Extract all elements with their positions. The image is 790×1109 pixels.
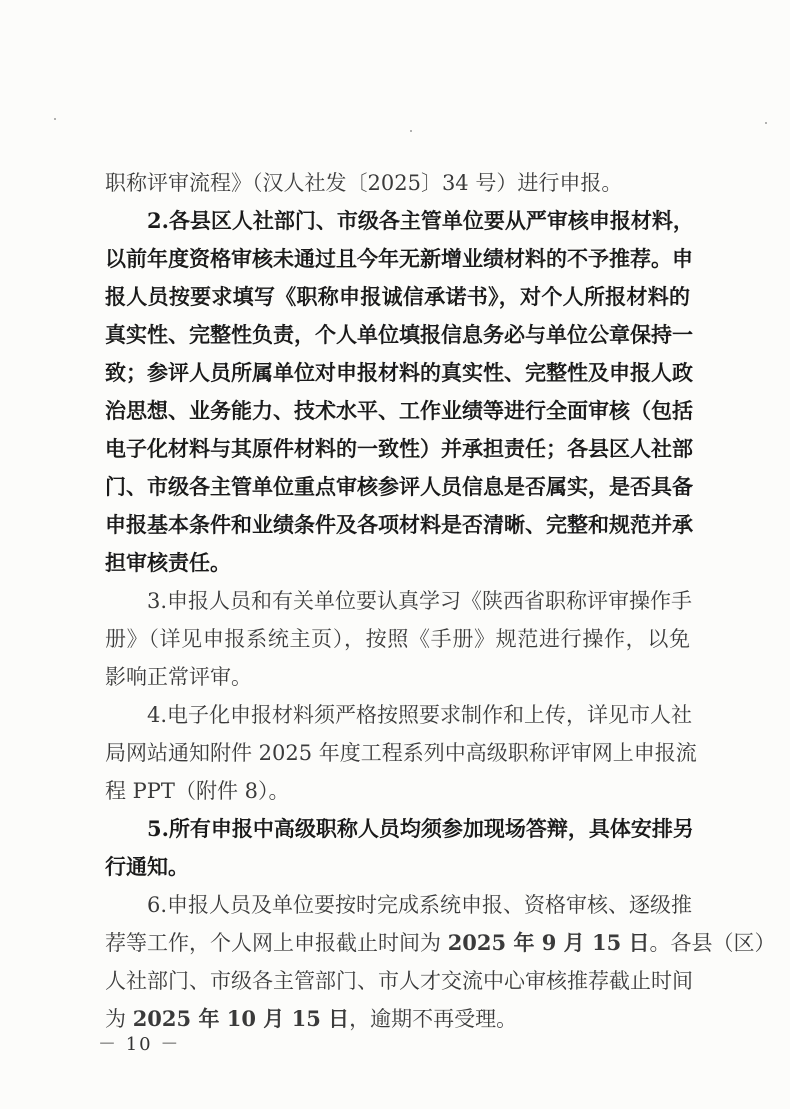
paragraph-4-line: 局网站通知附件 2025 年度工程系列中高级职称评审网上申报流 [105,741,697,765]
paragraph-2-line: 担审核责任。 [105,550,231,575]
document-body [105,164,776,1038]
paragraph-2-line: 电子化材料与其原件材料的一致性）并承担责任；各县区人社部 [105,436,693,461]
page-number: － 10 － [98,1034,181,1055]
paragraph-3-line: 3.申报人员和有关单位要认真学习《陕西省职称评审操作手 [147,589,693,613]
paragraph-2-line: 真实性、完整性负责，个人单位填报信息务必与单位公章保持一 [105,322,693,347]
paragraph-4-line: 4.电子化申报材料须严格按照要求制作和上传，详见市人社 [147,703,693,727]
paragraph-2-line: 致；参评人员所属单位对申报材料的真实性、完整性及申报人政 [105,360,693,385]
paragraph-2-line: 2.各县区人社部门、市级各主管单位要从严审核申报材料， [147,208,694,233]
deadline-text: 。各县（区） [649,931,776,955]
paragraph-2-line: 治思想、业务能力、技术水平、工作业绩等进行全面审核（包括 [105,398,693,423]
paragraph-2-line: 以前年度资格审核未通过且今年无新增业绩材料的不予推荐。申 [105,246,693,271]
paragraph-6-line [105,924,776,962]
review-deadline-date: 2025 年 10 月 15 日 [132,1006,350,1031]
scan-speck [410,130,412,132]
paragraph-1-line: 职称评审流程》（汉人社发〔2025〕34 号）进行申报。 [105,171,623,195]
paragraph-3-line: 册》（详见申报系统主页），按照《手册》规范进行操作，以免 [105,627,690,651]
deadline-text: ，逾期不再受理。 [349,1007,518,1031]
deadline-text: 为 [105,1007,133,1031]
scan-speck [54,118,56,120]
scan-speck [765,122,767,124]
paragraph-6-line [105,1000,690,1038]
paragraph-2-line: 报人员按要求填写《职称申报诚信承诺书》，对个人所报材料的 [105,284,690,309]
deadline-text: 荐等工作，个人网上申报截止时间为 [105,931,448,955]
paragraph-5-line: 5.所有申报中高级职称人员均须参加现场答辩，具体安排另 [147,816,694,841]
paragraph-6-line: 6.申报人员及单位要按时完成系统申报、资格审核、逐级推 [147,893,693,917]
paragraph-4-line: 程 PPT（附件 8）。 [105,779,290,803]
paragraph-6-line: 人社部门、市级各主管部门、市人才交流中心审核推荐截止时间 [105,969,693,993]
paragraph-2-line: 申报基本条件和业绩条件及各项材料是否清晰、完整和规范并承 [105,512,693,537]
paragraph-3-line: 影响正常评审。 [105,665,252,689]
paragraph-2-line: 门、市级各主管单位重点审核参评人员信息是否属实，是否具备 [105,474,693,499]
paragraph-5-line: 行通知。 [105,854,189,879]
personal-deadline-date: 2025 年 9 月 15 日 [447,930,650,955]
